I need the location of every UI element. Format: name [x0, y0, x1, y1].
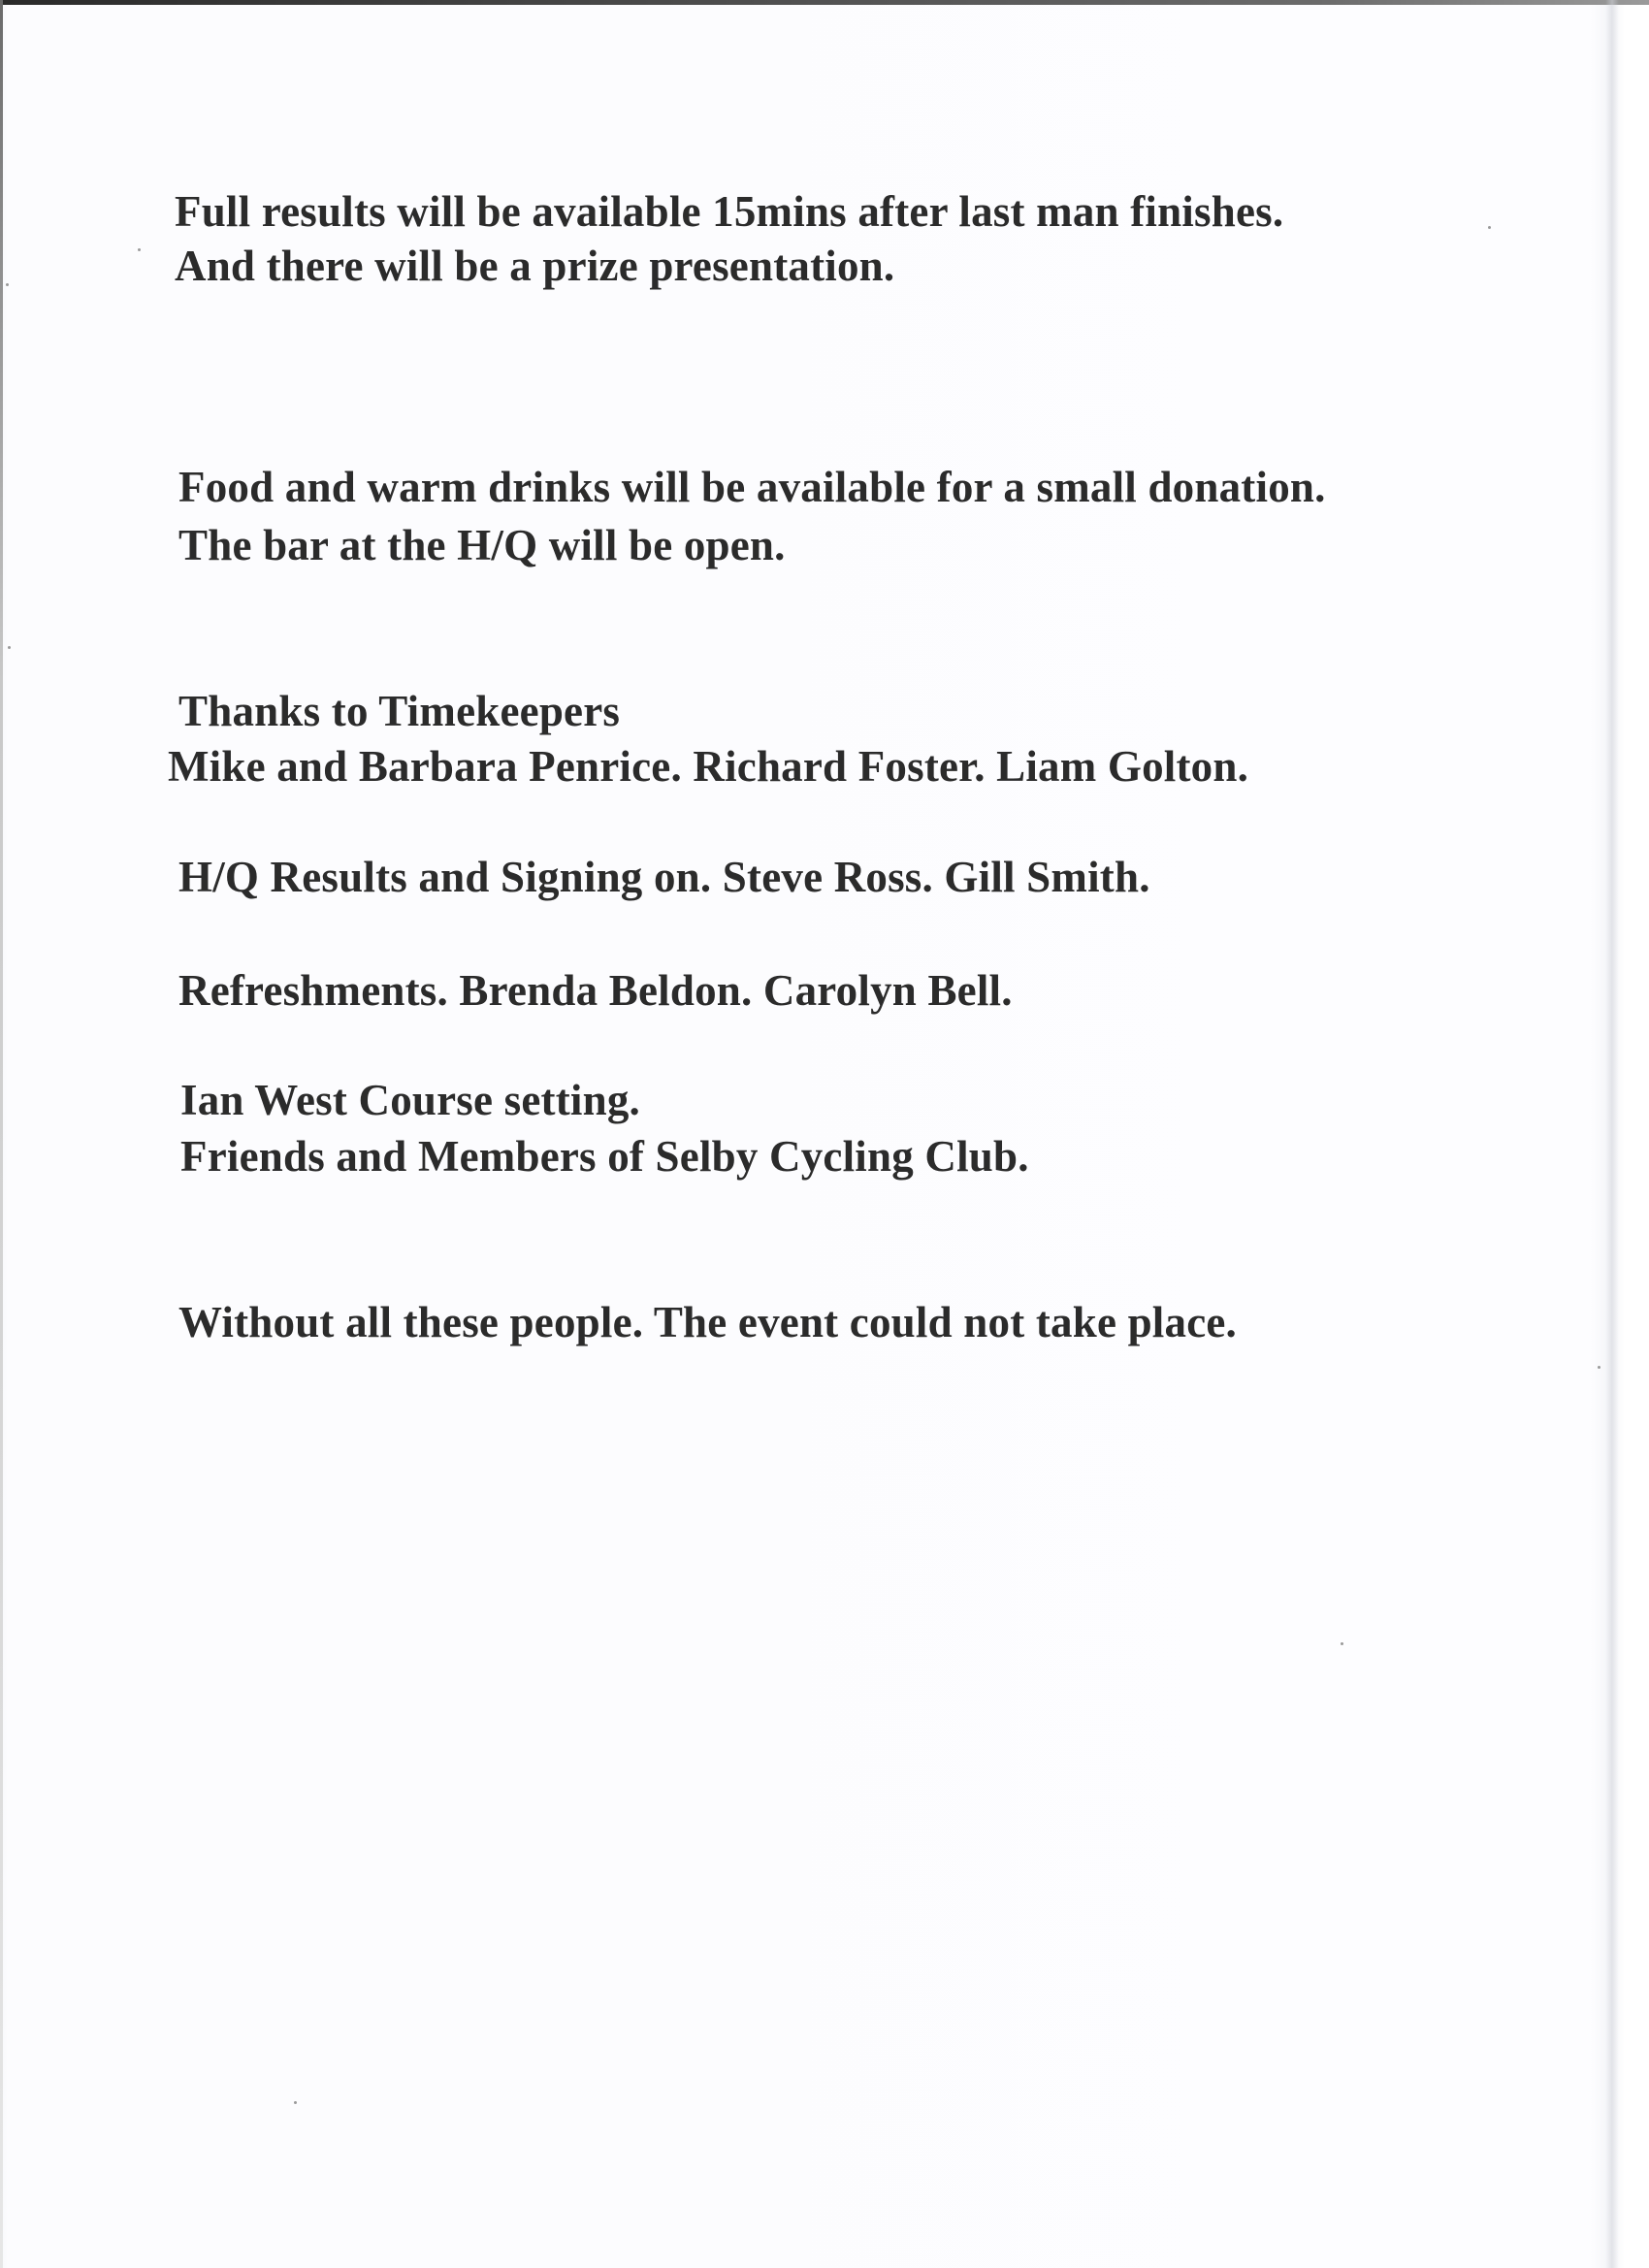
scan-speck	[294, 2101, 297, 2104]
timekeepers-names: Mike and Barbara Penrice. Richard Foster. Liam Golton.	[168, 742, 1249, 791]
scan-speck	[1598, 1366, 1600, 1369]
scan-speck	[6, 283, 9, 286]
scan-top-edge	[0, 0, 1649, 5]
club-members-line: Friends and Members of Selby Cycling Club.	[180, 1132, 1029, 1181]
scan-right-shadow	[1605, 0, 1619, 2268]
hq-results-line: H/Q Results and Signing on. Steve Ross. Gill Smith.	[178, 853, 1150, 901]
refreshments-line: Refreshments. Brenda Beldon. Carolyn Bell.	[178, 966, 1013, 1015]
closing-line: Without all these people. The event could not take place.	[178, 1298, 1238, 1346]
scan-left-edge	[0, 0, 3, 2268]
results-line-2: And there will be a prize presentation.	[175, 242, 895, 290]
scan-speck	[138, 248, 141, 251]
scan-speck	[8, 646, 11, 649]
scan-speck	[1341, 1642, 1343, 1645]
course-setting-line: Ian West Course setting.	[180, 1076, 640, 1124]
results-line-1: Full results will be available 15mins after last man finishes.	[175, 187, 1284, 236]
scan-speck	[1488, 226, 1491, 229]
food-line-1: Food and warm drinks will be available for a small donation.	[178, 463, 1326, 511]
food-line-2: The bar at the H/Q will be open.	[178, 521, 786, 569]
thanks-heading: Thanks to Timekeepers	[178, 687, 621, 735]
